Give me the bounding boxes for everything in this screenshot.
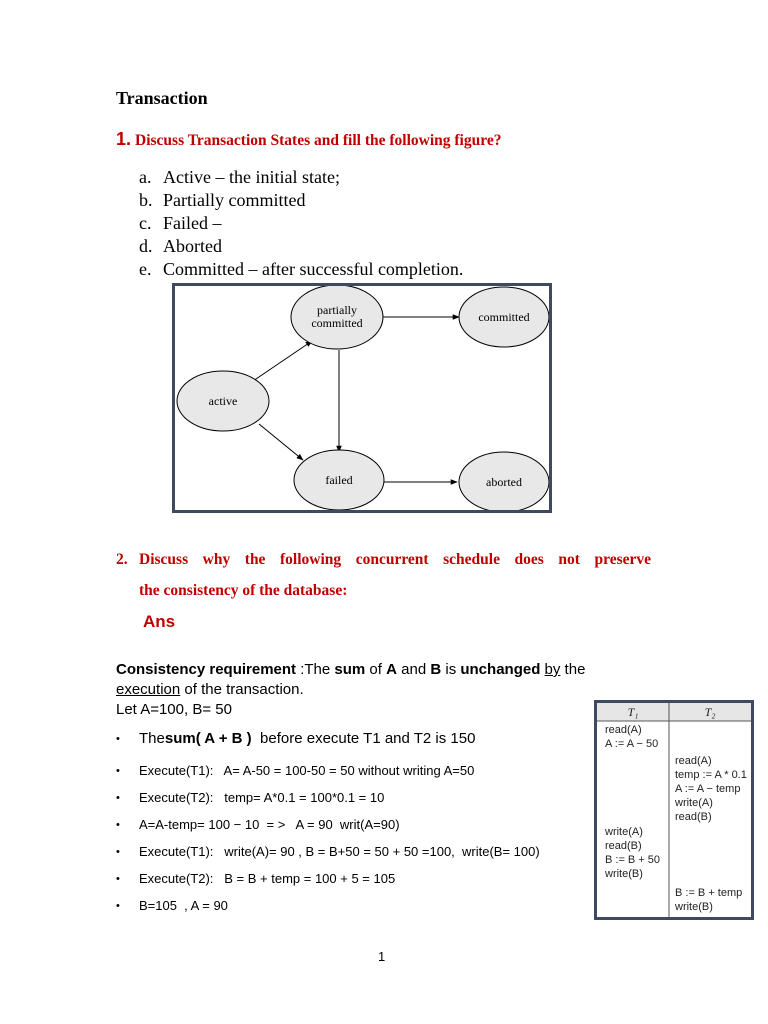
t2-op: read(A) [675,755,712,767]
state-diagram [175,286,549,510]
question-2 [116,551,651,600]
node-label-active: active [208,394,238,408]
bullet-step: • Execute(T1): A= A-50 = 100-50 = 50 without writing A=50 [116,763,475,778]
schedule-table-svg [597,703,751,917]
state-item: a. Active – the initial state; [139,167,340,187]
node-label-committed-line2: committed [311,316,363,330]
t2-op: A := A − temp [675,783,741,795]
state-item: d. Aborted [139,236,222,256]
schedule-table [594,700,754,920]
bullet-step: • A=A-temp= 100 − 10 = > A = 90 writ(A=90) [116,817,400,832]
t2-op: write(B) [675,901,713,913]
arrow-active-to-failed [259,424,303,460]
t2-op: B := B + temp [675,887,743,899]
question-2-line1: Discuss why the following concurrent schedule does not preserve [139,551,651,568]
node-label-partially: partially [317,303,357,317]
t2-op: temp := A * 0.1 [675,769,747,781]
state-item: b. Partially committed [139,190,306,210]
question-2-line2: the consistency of the database: [139,582,348,599]
transaction-states-list [139,166,463,281]
t1-op: A := A − 50 [605,738,659,750]
bullet-sum: • The sum( A + B ) before execute T1 and T2 is 150 [116,730,476,747]
header-t1: T₁ [627,705,639,719]
schedule-header [597,703,751,721]
header-t2: T₂ [704,705,716,719]
state-diagram-figure [172,283,552,513]
state-item: e. Committed – after successful completion. [139,259,464,279]
bullet-step: • Execute(T2): B = B + temp = 100 + 5 = 105 [116,871,396,886]
t2-op: write(A) [675,797,713,809]
t1-op: write(A) [605,826,643,838]
page-number: 1 [378,949,386,964]
state-item: c. Failed – [139,213,222,233]
node-label-committed: committed [478,310,530,324]
question-1 [116,129,501,150]
node-label-aborted: aborted [486,475,522,489]
node-label-failed: failed [325,473,353,487]
bullet-step: • Execute(T1): write(A)= 90 , B = B+50 = 50 + 50 =100, write(B= 100) [116,844,540,859]
t1-op: read(B) [605,840,642,852]
answer-label: Ans [143,612,176,631]
question-2-number: 2. [116,551,128,568]
question-1-number: 1. [116,129,132,149]
arrow-active-to-partially [253,341,312,381]
t2-op: read(B) [675,811,712,823]
page-title: Transaction [116,88,208,108]
bullet-step: • B=105 , A = 90 [116,898,228,913]
question-1-text: Discuss Transaction States and fill the following figure? [135,132,502,149]
consistency-requirement: Consistency requirement :The sum of A and B is unchanged by the execution of the transaction. Let A=100, B= 50 [116,661,586,718]
t1-op: write(B) [605,868,643,880]
initial-values: Let A=100, B= 50 [116,701,232,718]
t1-op: read(A) [605,724,642,736]
bullet-step: • Execute(T2): temp= A*0.1 = 100*0.1 = 10 [116,790,385,805]
t1-op: B := B + 50 [605,854,661,866]
